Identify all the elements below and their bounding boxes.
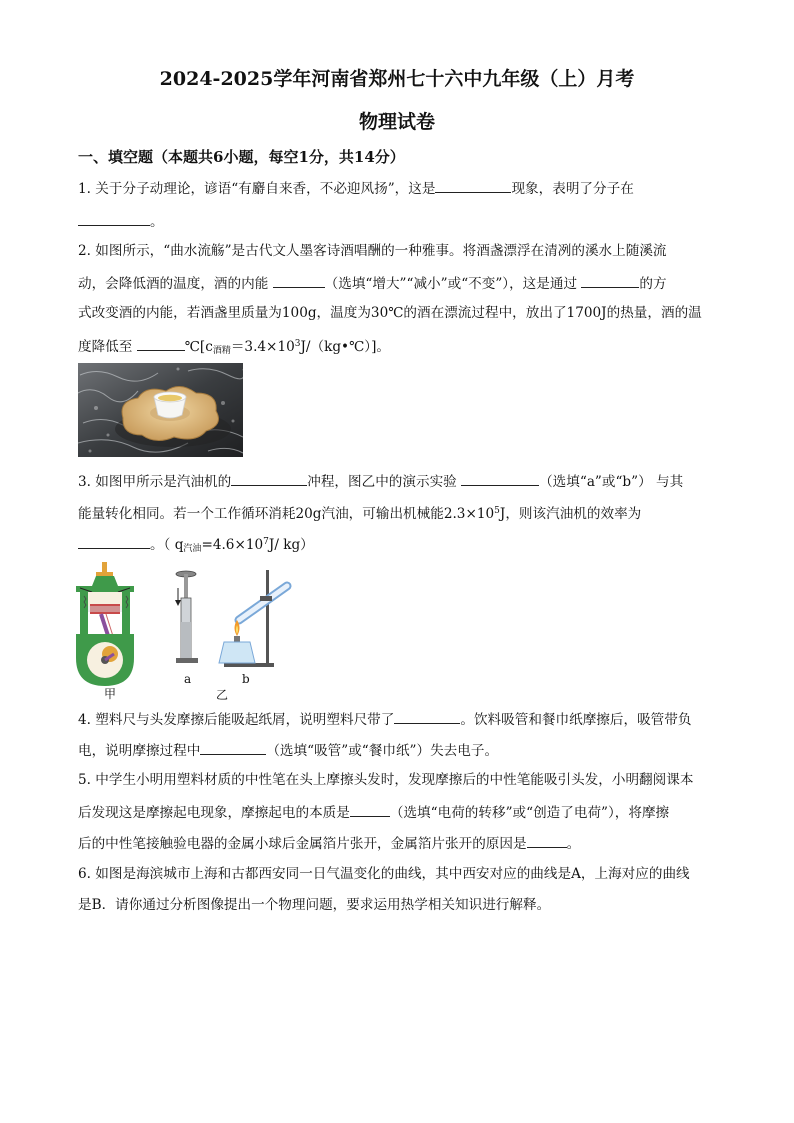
question-3-line-2 [78, 502, 641, 523]
q1-text-a: 1. 关于分子动理论，谚语“有麝自来香，不必迎风扬”，这是 [78, 181, 436, 197]
answer-blank[interactable] [200, 740, 266, 755]
question-4-line-1 [78, 709, 691, 729]
figure-label-yi: 乙 [216, 688, 229, 702]
q3-text: 能量转化相同。若一个工作循环消耗20g汽油，可输出机械能2.3×10 [78, 506, 495, 522]
wine-cup-floating-photo [78, 363, 243, 457]
figure-label-a: a [184, 672, 192, 686]
question-3-line-1 [78, 471, 683, 491]
q3-text: =4.6×10 [201, 537, 264, 553]
figure-label-b: b [242, 672, 250, 686]
q2-text: ＝3.4×10 [230, 339, 295, 355]
q1-text-b: 现象，表明了分子在 [511, 181, 634, 197]
question-1-line-1 [78, 178, 634, 198]
q4-text: 。饮料吸管和餐巾纸摩擦后，吸管带负 [460, 712, 692, 728]
answer-blank[interactable] [435, 178, 511, 193]
q2-text: 度降低至 [78, 339, 137, 355]
question-6-line-1: 6. 如图是海滨城市上海和古都西安同一日气温变化的曲线，其中西安对应的曲线是A，上海对应的曲线 [78, 866, 690, 882]
answer-blank[interactable] [581, 273, 639, 288]
q1-text-c: 。 [150, 214, 164, 230]
q3-text: J/ kg） [268, 537, 314, 553]
question-2-line-1: 2. 如图所示，“曲水流觞”是古代文人墨客诗酒唱酬的一种雅事。将酒盏漂浮在清冽的溪水上随溪流 [78, 243, 667, 259]
answer-blank[interactable] [350, 802, 390, 817]
q2-text: ℃[c [184, 339, 213, 355]
question-1-line-2 [78, 211, 164, 231]
question-2-line-3: 式改变酒的内能，若酒盏里质量为100g，温度为30℃的酒在漂流过程中，放出了1700J的热量，酒的温 [78, 305, 702, 321]
page-subtitle: 物理试卷 [358, 111, 435, 133]
q3-text: 3. 如图甲所示是汽油机的 [78, 474, 232, 490]
q2-text: 的方 [639, 276, 667, 292]
answer-blank[interactable] [394, 709, 460, 724]
question-5-line-2 [78, 802, 669, 822]
answer-blank[interactable] [461, 471, 539, 486]
q2-text: 动，会降低酒的温度，酒的内能 [78, 276, 273, 292]
engine-cylinder-diagram [76, 562, 134, 686]
question-5-line-1: 5. 中学生小明用塑料材质的中性笔在头上摩擦头发时，发现摩擦后的中性笔能吸引头发，小明翻阅课本 [78, 772, 694, 788]
q4-text: 电，说明摩擦过程中 [78, 743, 201, 759]
answer-blank[interactable] [231, 471, 307, 486]
answer-blank[interactable] [527, 833, 567, 848]
q3-subscript: 汽油 [183, 544, 202, 554]
figure-label-jia: 甲 [104, 687, 117, 701]
q5-text: 后的中性笔接触验电器的金属小球后金属箔片张开，金属箔片张开的原因是 [78, 836, 527, 852]
q2-text: （选填“增大”“减小”或“不变”），这是通过 [324, 276, 582, 292]
question-3-line-3 [78, 533, 314, 558]
question-6-line-2: 是B．请你通过分析图像提出一个物理问题，要求运用热学相关知识进行解释。 [78, 897, 551, 913]
answer-blank[interactable] [273, 273, 325, 288]
q4-text: 4. 塑料尺与头发摩擦后能吸起纸屑，说明塑料尺带了 [78, 712, 395, 728]
question-5-line-3 [78, 833, 580, 853]
q3-text: J，则该汽油机的效率为 [499, 506, 642, 522]
q4-text: （选填“吸管”或“餐巾纸”）失去电子。 [266, 743, 499, 759]
fire-piston-apparatus [175, 571, 198, 663]
question-2-line-4 [78, 335, 390, 360]
q3-text: （选填“a”或“b”） 与其 [539, 474, 684, 490]
q2-superscript: 3 [294, 339, 301, 349]
question-4-line-2 [78, 740, 498, 760]
section-heading: 一、填空题（本题共6小题，每空1分，共14分） [78, 148, 405, 166]
q5-text: 后发现这是摩擦起电现象，摩擦起电的本质是 [78, 805, 350, 821]
question-2-line-2 [78, 273, 667, 293]
q2-text: J/（kg•℃）]。 [300, 339, 390, 355]
q5-text: 。 [566, 836, 581, 852]
answer-blank[interactable] [137, 336, 185, 351]
q3-text: 。（ q [150, 537, 184, 553]
answer-blank[interactable] [78, 211, 150, 226]
q3-text: 冲程，图乙中的演示实验 [307, 474, 462, 490]
page-title: 2024-2025学年河南省郑州七十六中九年级（上）月考 [159, 68, 635, 90]
q5-text: （选填“电荷的转移”或“创造了电荷”），将摩擦 [389, 805, 670, 821]
q2-subscript: 酒精 [212, 346, 231, 356]
test-tube-heating-apparatus [219, 570, 287, 667]
answer-blank[interactable] [78, 534, 150, 549]
q3-superscript: 7 [263, 537, 269, 547]
q3-superscript: 5 [494, 506, 500, 516]
